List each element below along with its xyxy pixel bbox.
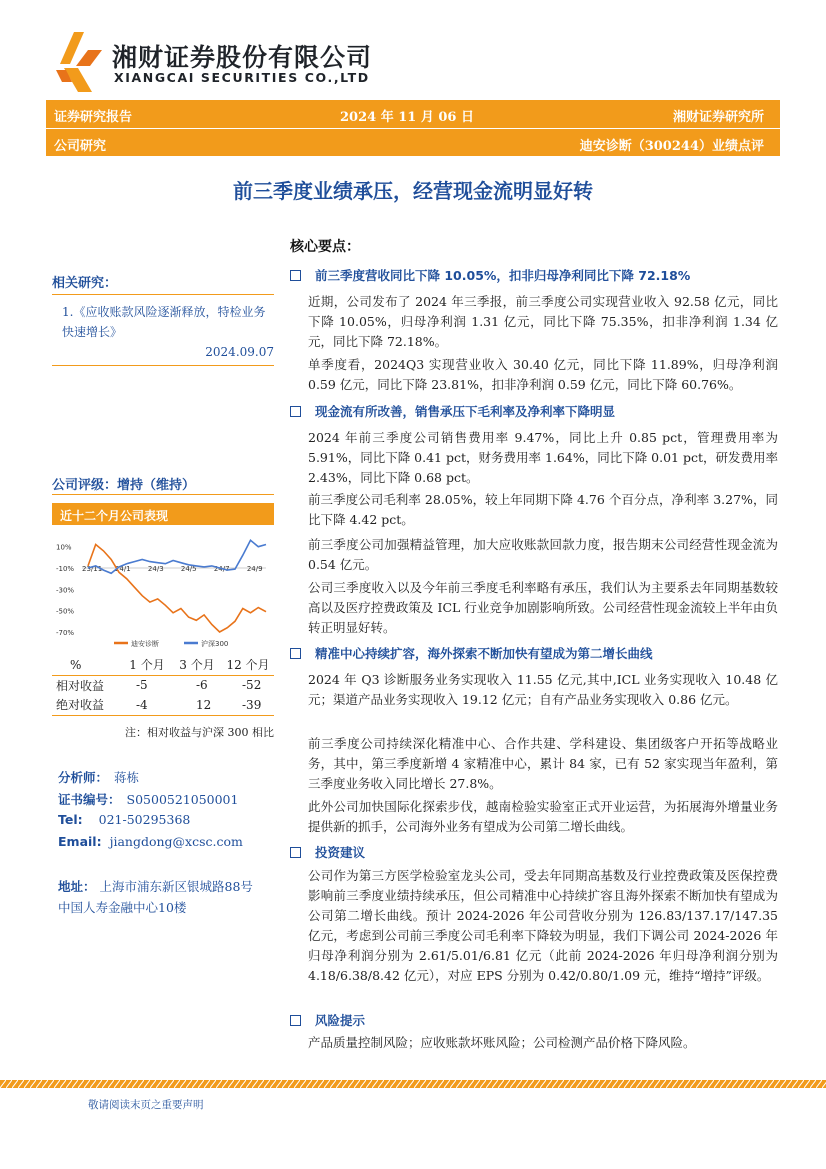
address-label: 地址： xyxy=(58,879,96,894)
cert-line xyxy=(58,790,238,808)
performance-chart xyxy=(52,526,274,654)
tel-number: 021-50295368 xyxy=(98,812,191,827)
table-row xyxy=(52,675,274,695)
table-header: 12 个月 xyxy=(222,655,274,675)
related-research-link[interactable]: 1.《应收账款风险逐渐释放，特检业务快速增长》 xyxy=(62,305,266,339)
checkbox-bullet-icon xyxy=(290,847,301,858)
y-tick-label: -30% xyxy=(56,586,75,595)
table-note: 注：相对收益与沪深 300 相比 xyxy=(125,726,274,739)
footer-stripe xyxy=(0,1080,826,1088)
report-subject: 迪安诊断（300244）业绩点评 xyxy=(579,139,764,154)
paragraph: 2024 年前三季度公司销售费用率 9.47%，同比上升 0.85 pct，管理费用率为 5.91%，同比下降 0.41 pct，财务费用率 1.64%，同比下降 0.01 pct，研发费用率 2.43%，同比下降 0.68 pct。 xyxy=(308,430,779,485)
paragraph: 前三季度公司持续深化精准中心、合作共建、学科建设、集团级客户开拓等战略业务，其中，第三季度新增 4 家精准中心，累计 84 家，已有 52 家实现当年盈利，第三季度业务收入同比增长 27.8%。 xyxy=(308,736,778,791)
table-cell: -4 xyxy=(122,695,172,715)
table-cell: -6 xyxy=(196,678,208,693)
email-link[interactable]: jiangdong@xcsc.com xyxy=(109,834,243,849)
section-heading: 现金流有所改善，销售承压下毛利率及净利率下降明显 xyxy=(290,402,615,420)
address-line1: 上海市浦东新区银城路88号 xyxy=(99,879,253,894)
checkbox-bullet-icon xyxy=(290,406,301,417)
company-name-cn: 湘财证券股份有限公司 xyxy=(112,43,373,72)
paragraph: 产品质量控制风险；应收账款坏账风险；公司检测产品价格下降风险。 xyxy=(308,1035,696,1050)
paragraph: 前三季度公司毛利率 28.05%，较上年同期下降 4.76 个百分点，净利率 3.27%，同比下降 4.42 pct。 xyxy=(308,492,778,527)
x-tick-label: 24/3 xyxy=(147,565,164,573)
x-tick-label: 23/11 xyxy=(82,565,103,573)
analyst-label: 分析师： xyxy=(58,770,109,785)
y-tick-label: 10% xyxy=(56,543,72,552)
address-line xyxy=(58,877,253,895)
related-research-heading: 相关研究： xyxy=(52,276,118,291)
company-logo-icon xyxy=(52,30,108,94)
institute-name: 湘财证券研究所 xyxy=(672,110,764,125)
table-header: 1 个月 xyxy=(122,655,172,675)
section-heading: 投资建议 xyxy=(290,843,365,861)
paragraph: 近期，公司发布了 2024 年三季报，前三季度公司实现营业收入 92.58 亿元，同比下降 10.05%，归母净利润 1.31 亿元，同比下降 75.35%，扣非净利润 1.34 亿元，同比下降 72.18%。 xyxy=(308,294,778,349)
tel-line xyxy=(58,812,190,827)
y-tick-label: -10% xyxy=(56,565,75,573)
table-header-row xyxy=(52,655,274,675)
performance-table xyxy=(52,655,274,716)
divider xyxy=(52,365,274,366)
checkbox-bullet-icon xyxy=(290,270,301,281)
address-line-2 xyxy=(58,898,186,916)
section-heading: 风险提示 xyxy=(290,1011,365,1029)
company-rating: 公司评级：增持（维持） xyxy=(52,478,196,493)
performance-heading: 近十二个月公司表现 xyxy=(60,509,169,523)
report-category: 公司研究 xyxy=(54,139,107,154)
checkbox-bullet-icon xyxy=(290,1015,301,1026)
paragraph: 此外公司加快国际化探索步伐，越南检验实验室正式开业运营，为拓展海外增量业务提供新的抓手，公司海外业务有望成为公司第二增长曲线。 xyxy=(308,799,778,834)
table-cell: 12 xyxy=(172,695,222,715)
company-name-en: XIANGCAI SECURITIES CO.,LTD xyxy=(114,70,370,85)
table-cell: -5 xyxy=(136,678,148,693)
header-bar xyxy=(46,100,780,128)
table-header: % xyxy=(52,655,122,675)
performance-heading-bar xyxy=(52,503,274,525)
cert-number: S0500521050001 xyxy=(126,792,239,807)
table-cell: -39 xyxy=(222,695,274,715)
tel-label: Tel: xyxy=(58,812,83,827)
paragraph: 公司作为第三方医学检验室龙头公司，受去年同期高基数及行业控费政策及医保控费影响前三季度业绩持续承压，但公司精准中心持续扩容且海外探索不断加快有望成为公司第二增长曲线。预计 2024-2026 年公司营收分别为 126.83/137.17/147.35 亿元，考虑到公司前三季度公司毛利率下降较为明显，我们下调公司 2024-2026 年归母净利润分别为 2.61/5.01/6.81 亿元（此前 2024-2026 年归母净利润分别为 4.18/6.38/8.42 亿元），对应 EPS 分别为 0.42/0.80/1.09 元，维持“增持”评级。 xyxy=(308,868,778,983)
legend-label: 沪深300 xyxy=(201,640,229,648)
y-tick-label: -50% xyxy=(56,607,75,616)
section-heading: 精准中心持续扩容，海外探索不断加快有望成为第二增长曲线 xyxy=(290,644,653,662)
x-tick-label: 24/5 xyxy=(180,565,197,573)
x-tick-label: 24/7 xyxy=(213,565,230,573)
address-line2: 中国人寿金融中心10楼 xyxy=(58,900,187,915)
section-heading: 前三季度营收同比下降 10.05%，扣非归母净利同比下降 72.18% xyxy=(290,266,690,284)
cert-label: 证书编号： xyxy=(58,792,121,807)
page-title: 前三季度业绩承压，经营现金流明显好转 xyxy=(233,179,593,203)
checkbox-bullet-icon xyxy=(290,648,301,659)
paragraph: 2024 年 Q3 诊断服务业务实现收入 11.55 亿元,其中,ICL 业务实现收入 10.48 亿元；渠道产品业务实现收入 19.12 亿元；自有产品业务实现收入 0.86 亿元。 xyxy=(308,672,778,707)
table-row xyxy=(52,695,274,715)
x-tick-label: 24/9 xyxy=(246,565,263,573)
analyst-line xyxy=(58,768,139,786)
report-date: 2024 年 11 月 06 日 xyxy=(340,110,474,125)
footer-disclaimer: 敬请阅读末页之重要声明 xyxy=(88,1099,204,1111)
series-line xyxy=(88,545,266,633)
paragraph: 单季度看，2024Q3 实现营业收入 30.40 亿元，同比下降 11.89%，归母净利润 0.59 亿元，同比下降 23.81%，扣非净利润 0.59 亿元，同比下降 60.76%。 xyxy=(308,357,778,392)
paragraph: 前三季度公司加强精益管理，加大应收账款回款力度，报告期末公司经营性现金流为 0.54 亿元。 xyxy=(308,537,778,572)
email-label: Email: xyxy=(58,834,102,849)
company-logo xyxy=(52,30,372,94)
divider xyxy=(52,294,274,295)
analyst-name: 蒋栋 xyxy=(114,770,140,785)
x-tick-label: 24/1 xyxy=(114,565,131,573)
core-points-heading: 核心要点： xyxy=(290,239,360,255)
table-cell: -52 xyxy=(242,678,262,693)
email-line xyxy=(58,834,243,849)
sub-header-bar xyxy=(46,128,780,156)
related-research-date: 2024.09.07 xyxy=(205,345,274,359)
table-cell: 绝对收益 xyxy=(52,695,122,715)
paragraph: 公司三季度收入以及今年前三季度毛利率略有承压，我们认为主要系去年同期基数较高以及医疗控费政策及 ICL 行业竞争加剧影响所致。公司经营性现金流较上半年由负转正明显好转。 xyxy=(308,580,778,635)
legend-label: 迪安诊断 xyxy=(131,640,159,648)
divider xyxy=(52,494,274,495)
table-header: 3 个月 xyxy=(172,655,222,675)
report-type: 证券研究报告 xyxy=(54,110,133,125)
y-tick-label: -70% xyxy=(56,629,75,637)
table-cell: 相对收益 xyxy=(56,678,105,693)
